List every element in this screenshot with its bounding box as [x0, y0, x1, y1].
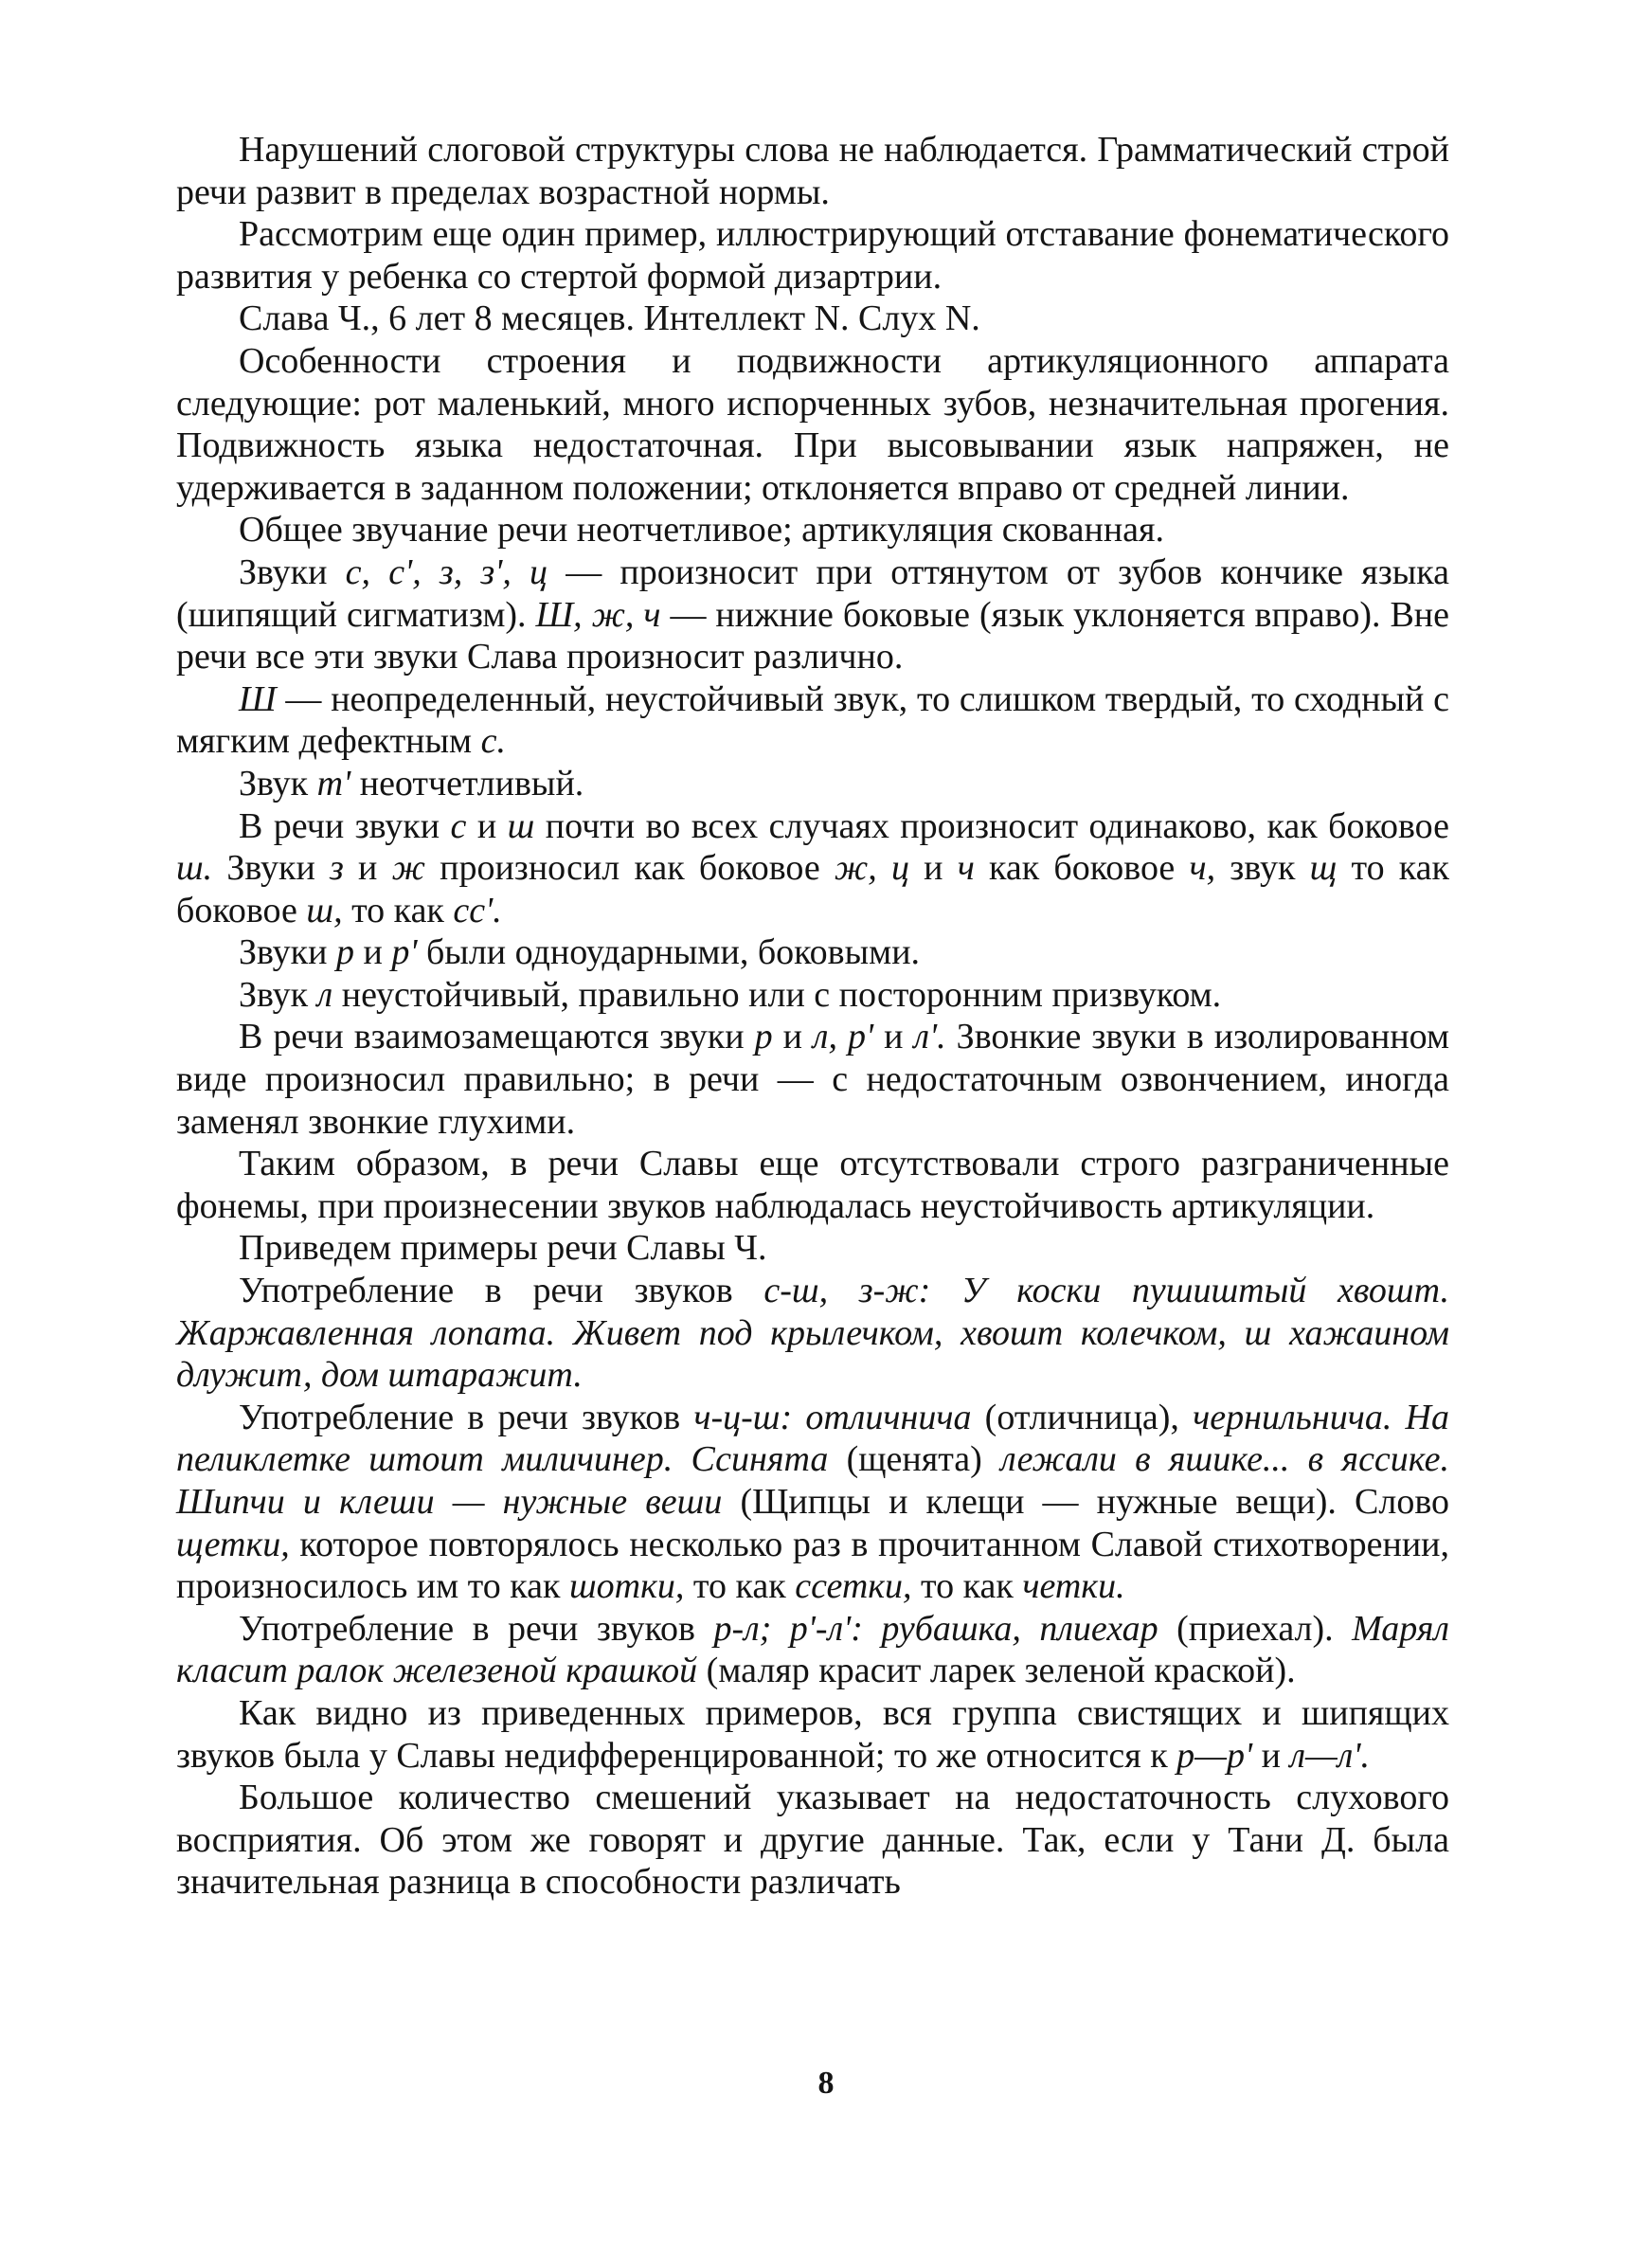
text-run: Слава Ч., 6 лет 8 месяцев. Интеллект N. Слух N.: [239, 298, 980, 339]
text-run: (отличница),: [971, 1397, 1194, 1437]
italic-run: л, р': [812, 1017, 874, 1057]
text-run: Нарушений слоговой структуры слова не наблюдается. Грамматический строй речи развит в пределах возрастной нормы.: [176, 130, 1449, 212]
text-run: и: [772, 1017, 813, 1057]
italic-run: Ш, ж, ч: [535, 594, 661, 635]
page-number: 8: [817, 2066, 835, 2101]
text-run: как боковое: [974, 848, 1190, 889]
text-run: Как видно из приведенных примеров, вся группа свистящих и шипящих звуков была у Славы недифференцированной; то же относится к: [176, 1692, 1449, 1776]
text-run: то как боковое: [176, 848, 1450, 930]
italic-run: Ш: [239, 678, 277, 719]
paragraph-12: [176, 1016, 1449, 1143]
italic-run: л'.: [913, 1017, 946, 1057]
text-run: и: [1252, 1735, 1290, 1776]
text-run: и: [353, 932, 392, 973]
text-run: и: [466, 805, 508, 846]
italic-run: р-л; р'-л': рубашка, плиехар: [713, 1608, 1158, 1649]
page-body: [176, 129, 1449, 1904]
italic-run: з: [330, 848, 344, 889]
text-run: то как: [684, 1566, 796, 1607]
text-run: и: [873, 1017, 914, 1057]
text-run: (Щипцы и клещи — нужные вещи). Слово: [722, 1482, 1449, 1522]
text-run: Звуки: [212, 848, 331, 889]
italic-run: чернильнича. На пеликлетке штоит миличинер. Ссинята: [176, 1397, 1449, 1480]
paragraph-4: [176, 340, 1449, 509]
text-run: почти во всех случаях произносит одинаково, как боковое: [534, 805, 1449, 846]
paragraph-14: [176, 1227, 1449, 1270]
paragraph-16: [176, 1397, 1449, 1608]
text-run: Употребление в речи звуков: [239, 1608, 714, 1649]
text-run: (приехал).: [1158, 1608, 1353, 1649]
text-run: и: [908, 848, 958, 889]
text-run: то как: [911, 1566, 1023, 1607]
italic-run: с.: [480, 721, 506, 762]
text-run: — произносит при оттянутом от зубов кончике языка (шипящий сигматизм).: [176, 551, 1450, 635]
italic-run: с-ш, з-ж: У коски пушиштый хвошт. Жаржавленная лопата. Живет под крылечком, хвошт колечком, ш хажаином длужит, дом штаражит.: [176, 1271, 1450, 1396]
italic-run: шотки,: [568, 1566, 685, 1607]
text-run: Звуки: [239, 932, 336, 973]
text-run: Звуки: [239, 551, 346, 592]
italic-run: ч-ц-ш: отличнича: [693, 1397, 972, 1437]
italic-run: с, с', з, з', ц: [345, 551, 548, 592]
text-run: Звонкие звуки в изолированном виде произносил правильно; в речи — с недостаточным озвончением, иногда заменял звонкие глухими.: [176, 1017, 1450, 1142]
text-run: Общее звучание речи неотчетливое; артикуляция скованная.: [239, 510, 1164, 551]
text-run: — неопределенный, неустойчивый звук, то слишком твердый, то сходный с мягким дефектным: [176, 678, 1449, 762]
text-run: и: [343, 848, 392, 889]
paragraph-9: [176, 805, 1449, 932]
paragraph-15: [176, 1270, 1449, 1397]
italic-run: с: [450, 805, 467, 846]
paragraph-17: [176, 1608, 1449, 1692]
text-run: Рассмотрим еще один пример, иллюстрирующий отставание фонематического развития у ребенка со стертой формой дизартрии.: [176, 214, 1449, 297]
text-run: произносил как боковое: [424, 848, 835, 889]
text-run: Звук: [239, 974, 317, 1015]
italic-run: четки.: [1022, 1566, 1125, 1607]
italic-run: ш: [507, 805, 535, 846]
italic-run: ж, ц: [834, 848, 909, 889]
italic-run: р': [391, 932, 418, 973]
italic-run: ссетки,: [795, 1566, 912, 1607]
italic-run: сс'.: [453, 890, 502, 930]
italic-run: р: [754, 1017, 773, 1057]
text-run: неотчетливый.: [350, 763, 584, 803]
italic-run: л—л'.: [1289, 1735, 1370, 1776]
paragraph-19: [176, 1777, 1449, 1904]
paragraph-5: [176, 509, 1449, 551]
italic-run: р: [335, 932, 354, 973]
italic-run: ч,: [1189, 848, 1216, 889]
text-run: Звук: [239, 763, 317, 803]
text-run: которое повторялось несколько раз в прочитанном Славой стихотворении, произносилось им то как: [176, 1524, 1449, 1607]
text-run: Приведем примеры речи Славы Ч.: [239, 1228, 767, 1269]
paragraph-10: [176, 931, 1449, 974]
text-run: В речи взаимозамещаются звуки: [239, 1017, 755, 1057]
text-run: неустойчивый, правильно или с посторонним призвуком.: [332, 974, 1222, 1015]
paragraph-8: [176, 763, 1449, 805]
text-run: Особенности строения и подвижности артикуляционного аппарата следующие: рот маленький, много испорченных зубов, незначительная прогения. Подвижность языка недостаточная. При высовывании язык напряжен, не удерживается в заданном положении; отклоняется вправо от средней линии.: [176, 340, 1449, 508]
italic-run: ж: [391, 848, 425, 889]
paragraph-6: [176, 551, 1449, 678]
paragraph-18: [176, 1692, 1449, 1777]
paragraph-1: [176, 129, 1449, 213]
italic-run: л: [316, 974, 333, 1015]
paragraph-7: [176, 678, 1449, 763]
text-run: были одноударными, боковыми.: [417, 932, 921, 973]
italic-run: ш,: [306, 890, 343, 930]
paragraph-3: [176, 298, 1449, 340]
paragraph-2: [176, 213, 1449, 298]
italic-run: ч: [957, 848, 975, 889]
italic-run: р—р': [1176, 1735, 1253, 1776]
text-run: Употребление в речи звуков: [239, 1397, 694, 1437]
italic-run: ш.: [176, 848, 213, 889]
paragraph-13: [176, 1143, 1449, 1227]
italic-run: щ: [1309, 848, 1338, 889]
italic-run: лежали в яшике... в яссике. Шипчи и клеши — нужные веши: [176, 1439, 1449, 1522]
text-run: (маляр красит ларек зеленой краской).: [697, 1651, 1296, 1691]
text-run: то как: [342, 890, 454, 930]
text-run: звук: [1215, 848, 1310, 889]
text-run: Таким образом, в речи Славы еще отсутствовали строго разграниченные фонемы, при произнесении звуков наблюдалась неустойчивость артикуляции.: [176, 1144, 1449, 1226]
italic-run: Марял класит ралок железеной крашкой: [176, 1608, 1449, 1691]
italic-run: щетки,: [176, 1524, 290, 1564]
text-run: Употребление в речи звуков: [239, 1271, 764, 1311]
paragraph-11: [176, 974, 1449, 1017]
italic-run: т': [316, 763, 351, 803]
text-run: — нижние боковые (язык уклоняется вправо). Вне речи все эти звуки Слава произносит различно.: [176, 594, 1450, 677]
text-run: (щенята): [828, 1439, 1001, 1480]
text-run: В речи звуки: [239, 805, 451, 846]
text-run: Большое количество смешений указывает на недостаточность слухового восприятия. Об этом же говорят и другие данные. Так, если у Тани Д. была значительная разница в способности различать: [176, 1778, 1449, 1903]
